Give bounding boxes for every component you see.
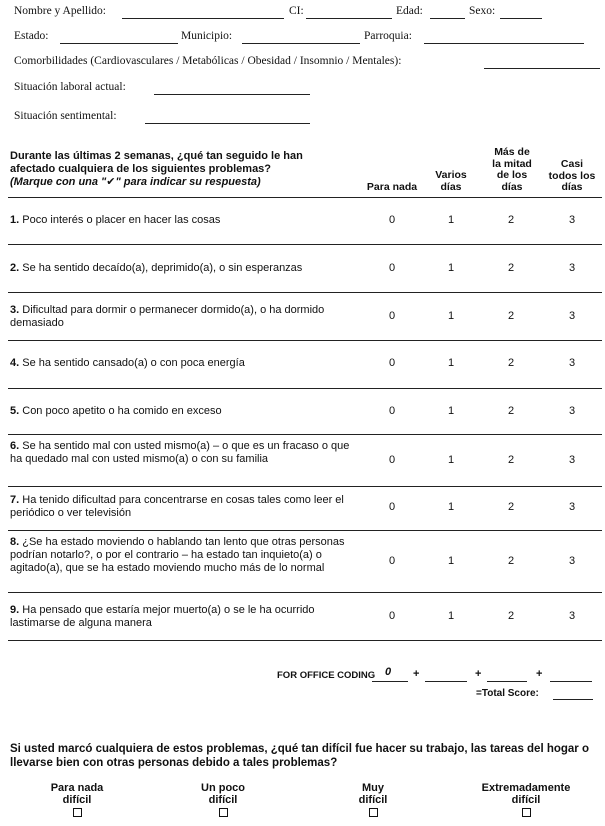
score-varios-dias[interactable]: 1 xyxy=(447,357,455,369)
office-coding-label: FOR OFFICE CODING xyxy=(277,670,376,681)
question-text: Ha tenido dificultad para concentrarse en cosas tales como leer el periódico o ver televisión xyxy=(10,494,344,519)
situacion-sentimental-field[interactable] xyxy=(145,123,310,124)
difficulty-question: Si usted marcó cualquiera de estos problemas, ¿qué tan difícil fue hacer su trabajo, las tareas del hogar o llevarse bien con otras personas debido a tales problemas? xyxy=(10,743,590,769)
parroquia-field[interactable] xyxy=(424,43,584,44)
office-coding-value: 0 xyxy=(385,666,392,678)
column-header-varios-dias xyxy=(428,170,474,193)
column-header-mitad-l2: la mitad xyxy=(492,157,532,170)
column-header-mitad-l4: días xyxy=(501,180,523,193)
office-coding-field-4[interactable] xyxy=(550,681,592,682)
plus-sign: + xyxy=(475,668,482,680)
table-question-line2: afectado cualquiera de los siguientes problemas? xyxy=(10,163,272,175)
score-para-nada[interactable]: 0 xyxy=(388,555,396,567)
score-mas-de-la-mitad[interactable]: 2 xyxy=(507,214,515,226)
question-number: 2. xyxy=(10,262,20,274)
table-rule xyxy=(8,197,602,198)
comorbilidades-field[interactable] xyxy=(484,68,600,69)
option-muy-dificil[interactable] xyxy=(318,782,428,817)
column-header-para-nada-text: Para nada xyxy=(366,181,418,193)
question-number: 5. xyxy=(10,405,20,417)
score-mas-de-la-mitad[interactable]: 2 xyxy=(507,454,515,466)
question-row-9 xyxy=(10,604,355,630)
office-coding-field-1[interactable] xyxy=(372,681,408,682)
option-label-l2: difícil xyxy=(511,794,541,806)
option-label-l1: Extremadamente xyxy=(481,782,571,794)
score-para-nada[interactable]: 0 xyxy=(388,610,396,622)
question-row-8 xyxy=(10,536,355,575)
total-score-field[interactable] xyxy=(553,699,593,700)
score-mas-de-la-mitad[interactable]: 2 xyxy=(507,310,515,322)
table-question xyxy=(10,150,360,189)
plus-sign: + xyxy=(413,668,420,680)
table-rule xyxy=(8,640,602,641)
question-row-6 xyxy=(10,440,355,466)
score-varios-dias[interactable]: 1 xyxy=(447,405,455,417)
score-varios-dias[interactable]: 1 xyxy=(447,454,455,466)
question-row-1 xyxy=(10,214,355,227)
score-mas-de-la-mitad[interactable]: 2 xyxy=(507,405,515,417)
option-un-poco-dificil[interactable] xyxy=(168,782,278,817)
question-number: 6. xyxy=(10,440,20,452)
question-text: ¿Se ha estado moviendo o hablando tan lento que otras personas podrían notarlo?, o por el contrario – ha estado tan inquieto(a) o agitado(a), que se ha estado moviendo mucho más de lo normal xyxy=(10,536,345,574)
question-text: Se ha sentido mal con usted mismo(a) – o que es un fracaso o que ha quedado mal con usted mismo(a) o con su familia xyxy=(10,440,350,465)
municipio-field[interactable] xyxy=(242,43,360,44)
score-casi-todos[interactable]: 3 xyxy=(568,555,576,567)
question-text: Con poco apetito o ha comido en exceso xyxy=(22,405,222,417)
column-header-mitad-l1: Más de xyxy=(494,146,530,158)
option-extremadamente-dificil[interactable] xyxy=(471,782,581,817)
checkbox[interactable] xyxy=(369,808,378,817)
question-text: Ha pensado que estaría mejor muerto(a) o se le ha ocurrido lastimarse de alguna manera xyxy=(10,604,315,629)
table-rule xyxy=(8,530,602,531)
score-para-nada[interactable]: 0 xyxy=(388,214,396,226)
municipio-label: Municipio: xyxy=(181,30,233,42)
score-para-nada[interactable]: 0 xyxy=(388,262,396,274)
plus-sign: + xyxy=(536,668,543,680)
column-header-casi-l3: días xyxy=(561,181,583,193)
question-row-3 xyxy=(10,304,355,330)
score-mas-de-la-mitad[interactable]: 2 xyxy=(507,555,515,567)
table-rule xyxy=(8,388,602,389)
table-question-line1: Durante las últimas 2 semanas, ¿qué tan seguido le han xyxy=(10,150,303,162)
table-instruction: (Marque con una "✔" para indicar su respuesta) xyxy=(10,176,261,188)
score-casi-todos[interactable]: 3 xyxy=(568,610,576,622)
score-casi-todos[interactable]: 3 xyxy=(568,310,576,322)
column-header-casi-l1: Casi xyxy=(560,158,584,170)
option-para-nada-dificil[interactable] xyxy=(22,782,132,817)
option-label-l2: difícil xyxy=(62,794,92,806)
score-casi-todos[interactable]: 3 xyxy=(568,262,576,274)
estado-field[interactable] xyxy=(60,43,178,44)
option-label-l1: Muy xyxy=(362,782,384,794)
office-coding-field-2[interactable] xyxy=(425,681,467,682)
score-para-nada[interactable]: 0 xyxy=(388,357,396,369)
column-header-mas-de-la-mitad xyxy=(484,147,540,193)
score-varios-dias[interactable]: 1 xyxy=(447,310,455,322)
column-header-casi-todos xyxy=(543,159,601,194)
column-header-varios-dias-l2: días xyxy=(440,180,462,193)
score-para-nada[interactable]: 0 xyxy=(388,454,396,466)
score-mas-de-la-mitad[interactable]: 2 xyxy=(507,610,515,622)
question-text: Poco interés o placer en hacer las cosas xyxy=(22,214,221,226)
checkbox[interactable] xyxy=(73,808,82,817)
situacion-laboral-label: Situación laboral actual: xyxy=(14,81,126,93)
question-row-2 xyxy=(10,262,355,275)
table-rule xyxy=(8,244,602,245)
table-rule xyxy=(8,486,602,487)
option-label-l1: Para nada xyxy=(50,782,104,794)
score-varios-dias[interactable]: 1 xyxy=(447,501,455,513)
score-para-nada[interactable]: 0 xyxy=(388,501,396,513)
question-text: Dificultad para dormir o permanecer dormido(a), o ha dormido demasiado xyxy=(10,304,325,329)
score-varios-dias[interactable]: 1 xyxy=(447,262,455,274)
score-casi-todos[interactable]: 3 xyxy=(568,405,576,417)
score-casi-todos[interactable]: 3 xyxy=(568,214,576,226)
ci-label: CI: xyxy=(289,5,304,17)
situacion-laboral-field[interactable] xyxy=(154,94,310,95)
score-varios-dias[interactable]: 1 xyxy=(447,610,455,622)
comorbilidades-label: Comorbilidades (Cardiovasculares / Metabólicas / Obesidad / Insomnio / Mentales): xyxy=(14,55,402,67)
checkbox[interactable] xyxy=(522,808,531,817)
edad-field[interactable] xyxy=(430,18,465,19)
score-varios-dias[interactable]: 1 xyxy=(447,555,455,567)
table-rule xyxy=(8,292,602,293)
question-row-5 xyxy=(10,405,355,418)
option-label-l1: Un poco xyxy=(201,782,245,794)
ci-field[interactable] xyxy=(306,18,392,19)
score-mas-de-la-mitad[interactable]: 2 xyxy=(507,357,515,369)
question-row-4 xyxy=(10,357,355,370)
estado-label: Estado: xyxy=(14,30,49,42)
total-score-label: =Total Score: xyxy=(476,688,539,699)
score-para-nada[interactable]: 0 xyxy=(388,310,396,322)
question-number: 7. xyxy=(10,494,20,506)
column-header-varios-dias-l1: Varios xyxy=(435,169,467,181)
question-number: 4. xyxy=(10,357,20,369)
score-casi-todos[interactable]: 3 xyxy=(568,357,576,369)
score-casi-todos[interactable]: 3 xyxy=(568,454,576,466)
score-mas-de-la-mitad[interactable]: 2 xyxy=(507,501,515,513)
score-mas-de-la-mitad[interactable]: 2 xyxy=(507,262,515,274)
checkbox[interactable] xyxy=(219,808,228,817)
table-rule xyxy=(8,592,602,593)
column-header-mitad-l3: de los xyxy=(496,169,528,181)
column-header-casi-l2: todos los xyxy=(548,169,596,182)
score-casi-todos[interactable]: 3 xyxy=(568,501,576,513)
question-number: 9. xyxy=(10,604,20,616)
office-coding-field-3[interactable] xyxy=(487,681,527,682)
nombre-field[interactable] xyxy=(122,18,284,19)
option-label-l2: difícil xyxy=(208,794,238,806)
score-varios-dias[interactable]: 1 xyxy=(447,214,455,226)
question-row-7 xyxy=(10,494,355,520)
question-text: Se ha sentido decaído(a), deprimido(a), o sin esperanzas xyxy=(22,262,303,274)
column-header-para-nada xyxy=(360,182,424,194)
table-rule xyxy=(8,340,602,341)
table-rule xyxy=(8,434,602,435)
score-para-nada[interactable]: 0 xyxy=(388,405,396,417)
parroquia-label: Parroquia: xyxy=(364,30,412,42)
sexo-label: Sexo: xyxy=(469,5,496,17)
sexo-field[interactable] xyxy=(500,18,542,19)
edad-label: Edad: xyxy=(396,5,423,17)
question-text: Se ha sentido cansado(a) o con poca energía xyxy=(22,357,245,369)
question-number: 3. xyxy=(10,304,20,316)
option-label-l2: difícil xyxy=(358,794,388,806)
question-number: 8. xyxy=(10,536,20,548)
nombre-label: Nombre y Apellido: xyxy=(14,5,106,17)
question-number: 1. xyxy=(10,214,20,226)
situacion-sentimental-label: Situación sentimental: xyxy=(14,110,117,122)
